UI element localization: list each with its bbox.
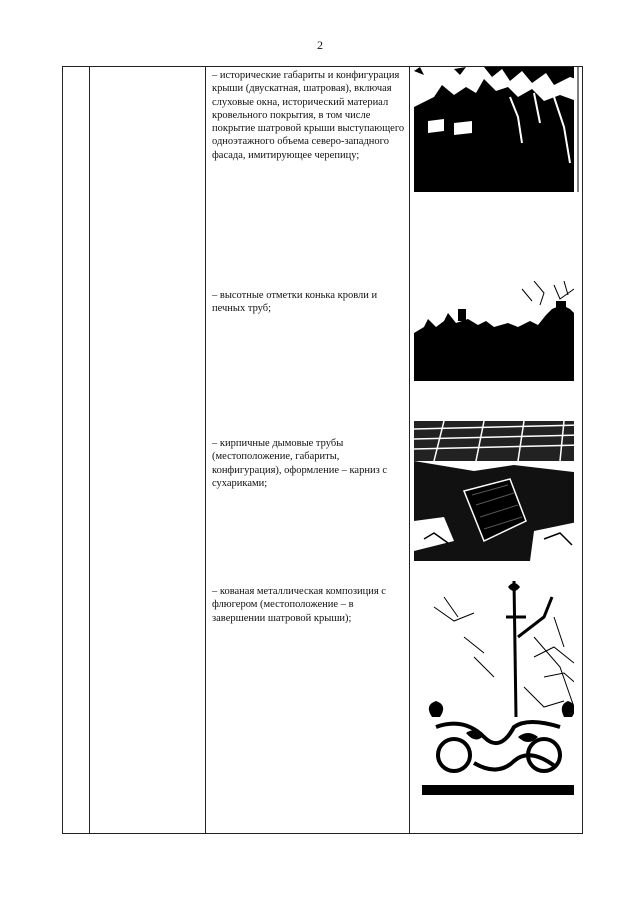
name-column: [90, 67, 206, 834]
brick-chimney-photo-icon: [414, 421, 582, 561]
roof-photo-icon: [414, 67, 582, 192]
subject-column: [206, 67, 410, 834]
page-number: 2: [317, 38, 323, 52]
item-ridge-height-text: – высотные отметки конька кровли и печных труб;: [212, 290, 378, 315]
ridge-chimneys-photo-icon: [414, 281, 582, 381]
weathervane-photo-icon: [414, 577, 582, 807]
protected-elements-table: [62, 66, 583, 834]
item-chimneys-text: – кирпичные дымовые трубы (местоположение, габариты, конфигурация), оформление – карниз с сухариками;: [212, 438, 388, 489]
photo-column: [410, 67, 583, 834]
number-column: [63, 67, 90, 834]
item-weathervane-text: – кованая металлическая композиция с флюгером (местоположение – в завершении шатровой крыши);: [212, 586, 386, 624]
item-roof-text: – исторические габариты и конфигурация крыши (двускатная, шатровая), включая слуховые окна, исторический материал кровельного покрытия, в том числе покрытие шатровой крыши выступающего одноэтажного объема северо-западного фасада, имитирующее черепицу;: [212, 70, 405, 161]
